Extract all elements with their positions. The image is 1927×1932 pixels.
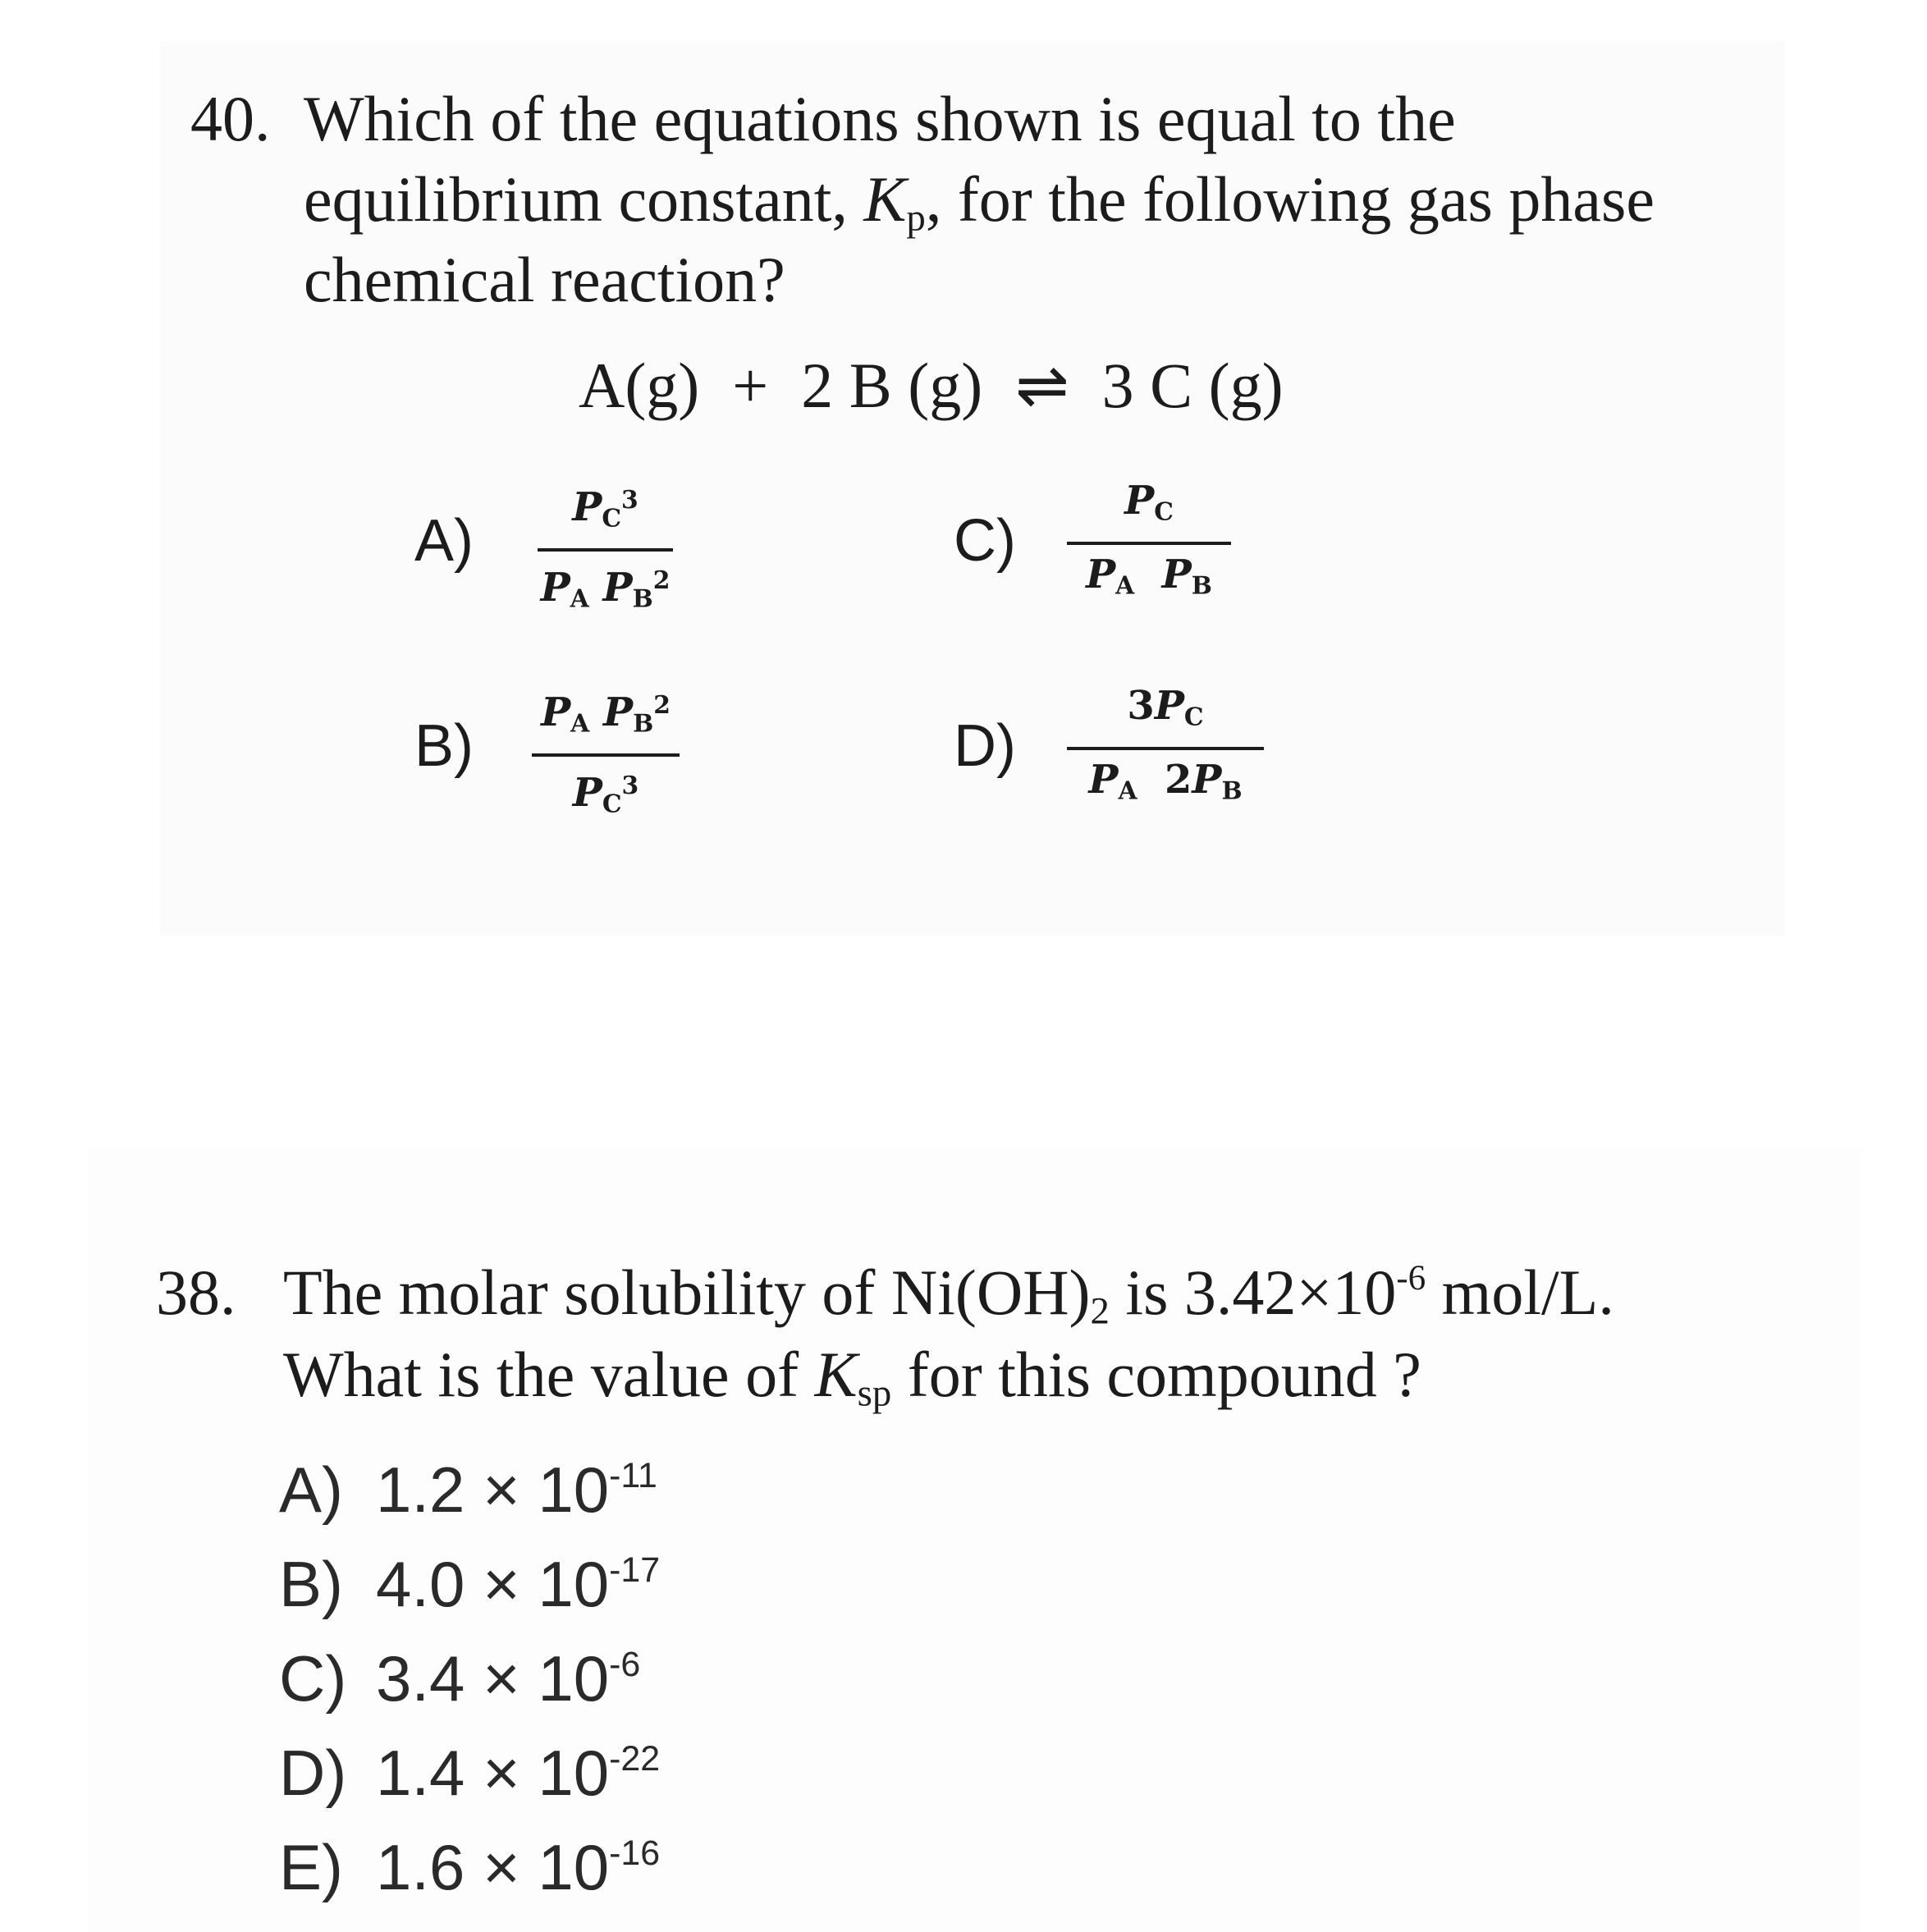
fraction-bar [1067, 542, 1231, 545]
option-a-label[interactable]: A) [414, 508, 474, 574]
question-text-line-2: What is the value of $K_{sp}$ for this compound ? [283, 1339, 1421, 1415]
option-d-label[interactable]: D) [954, 713, 1016, 779]
question-number: 40. [190, 83, 271, 154]
reaction-equation: A(g) + 2 B (g) ⇌ 3 C (g) [579, 350, 1284, 421]
option-d-fraction[interactable]: 3PC PA 2PB [1067, 681, 1264, 817]
answer-option-e[interactable]: E) $1.6 \times 10^{-16}$ [279, 1831, 661, 1903]
question-text-line-1: The molar solubility of $Ni(OH)_2$ is $3.42\times 10^{-6}$ mol/L. [283, 1257, 1614, 1333]
fraction-bar [538, 548, 673, 552]
option-b-label[interactable]: B) [414, 713, 474, 779]
answer-option-a[interactable]: A) $1.2 \times 10^{-11}$ [279, 1454, 657, 1526]
option-b-fraction[interactable]: PA $PB^2$ $PC^3$ [532, 681, 680, 830]
option-a-fraction[interactable]: $PC^3$ PA $PB^2$ [538, 476, 673, 625]
question-text-line-1: Which of the equations shown is equal to the [304, 83, 1456, 154]
option-c-fraction[interactable]: PC PA PB [1067, 476, 1231, 611]
answer-option-c[interactable]: C) $3.4 \times 10^{-6}$ [279, 1642, 641, 1715]
option-c-label[interactable]: C) [954, 508, 1016, 574]
question-number: 38. [156, 1257, 236, 1328]
answer-option-d[interactable]: D) $1.4 \times 10^{-22}$ [279, 1737, 661, 1809]
question-text-line-2: equilibrium constant, $K_p$, for the following gas phase [304, 163, 1655, 240]
fraction-bar [1067, 747, 1264, 750]
question-text-line-3: chemical reaction? [304, 244, 785, 315]
fraction-bar [532, 753, 680, 757]
answer-option-b[interactable]: B) $4.0 \times 10^{-17}$ [279, 1548, 661, 1620]
